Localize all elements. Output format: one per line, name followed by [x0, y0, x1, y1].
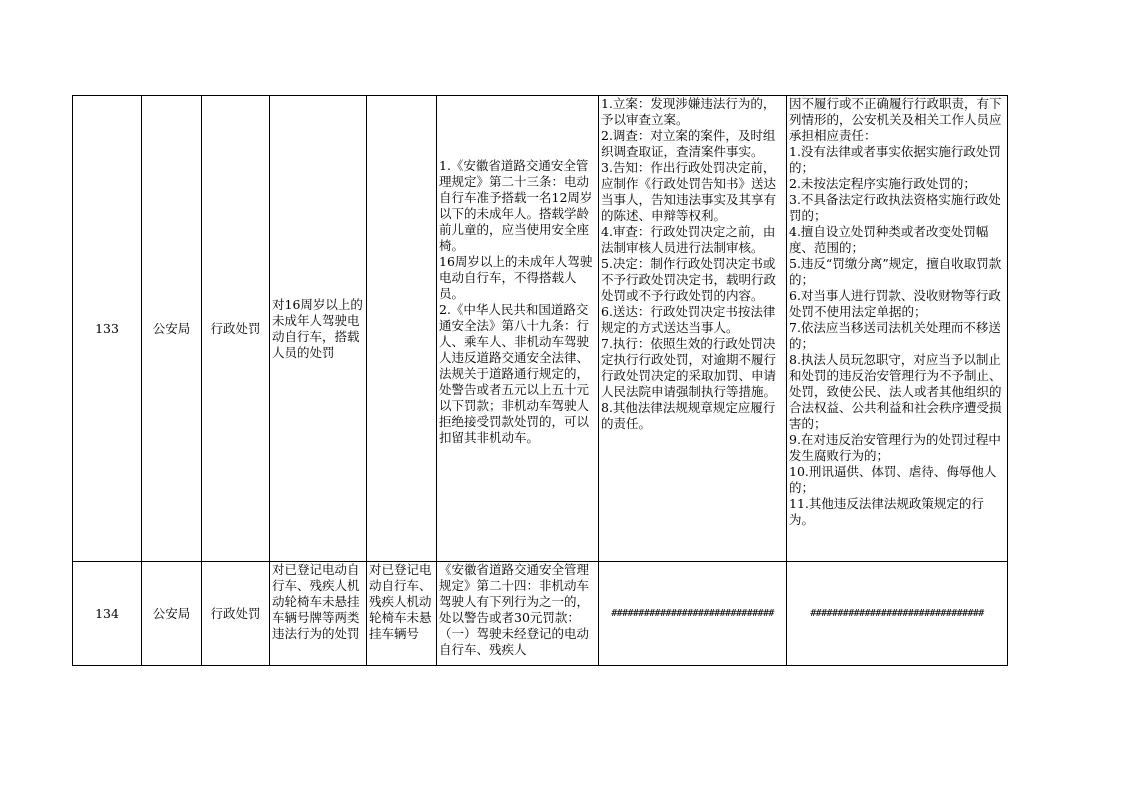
legal-basis-cell: 1.《安徽省道路交通安全管理规定》第二十三条：电动自行车准予搭载一名12周岁以下的未成年人。搭载学龄前儿童的，应当使用安全座椅。 16周岁以上的未成年人驾驶电动自行车，不得搭载人员。 2.《中华人民共和国道路交通安全法》第八十九条：行人、乘车人、非机动车驾驶人违反道路交通安全法律、法规关于道路通行规定的，处警告或者五元以上五十元以下罚款；非机动车驾驶人拒绝接受罚款处罚的，可以扣留其非机动车。: [437, 96, 599, 562]
liability-cell: 因不履行或不正确履行行政职责，有下列情形的，公安机关及相关工作人员应承担相应责任： 1.没有法律或者事实依据实施行政处罚的； 2.未按法定程序实施行政处罚的； 3.不具备法定行政执法资格实施行政处罚的； 4.擅自设立处罚种类或者改变处罚幅度、范围的； 5.违反“罚缴分离”规定，擅自收取罚款的； 6.对当事人进行罚款、没收财物等行政处罚不使用法定单据的； 7.依法应当移送司法机关处理而不移送的； 8.执法人员玩忽职守，对应当予以制止和处罚的违反治安管理行为不予制止、处罚，致使公民、法人或者其他组织的合法权益、公共利益和社会秩序遭受损害的； 9.在对违反治安管理行为的处罚过程中发生腐败行为的； 10.刑讯逼供、体罚、虐待、侮辱他人的； 11.其他违反法律法规政策规定的行为。: [787, 96, 1008, 562]
department-cell: 公安局: [142, 96, 202, 562]
subitem-cell: 对已登记电动自行车、残疾人机动轮椅车未悬挂车辆号: [367, 562, 437, 666]
process-cell: ##############################: [599, 562, 787, 666]
department-cell: 公安局: [142, 562, 202, 666]
responsibility-table: [72, 95, 1008, 666]
item-cell: 对已登记电动自行车、残疾人机动轮椅车未悬挂车辆号牌等两类违法行为的处罚: [270, 562, 367, 666]
row-index: 133: [73, 96, 142, 562]
category-cell: 行政处罚: [202, 96, 270, 562]
legal-basis-cell: 《安徽省道路交通安全管理规定》第二十四：非机动车驾驶人有下列行为之一的，处以警告或者30元罚款：（一）驾驶未经登记的电动自行车、残疾人: [437, 562, 599, 666]
liability-cell: ################################: [787, 562, 1008, 666]
row-index: 134: [73, 562, 142, 666]
table-row: [73, 96, 1008, 562]
process-cell: 1.立案：发现涉嫌违法行为的，予以审查立案。 2.调查：对立案的案件，及时组织调查取证，查清案件事实。 3.告知：作出行政处罚决定前，应制作《行政处罚告知书》送达当事人，告知违法事实及其享有的陈述、申辩等权利。 4.审查：行政处罚决定之前，由法制审核人员进行法制审核。 5.决定：制作行政处罚决定书或不予行政处罚决定书，载明行政处罚或不予行政处罚的内容。 6.送达：行政处罚决定书按法律规定的方式送达当事人。 7.执行：依照生效的行政处罚决定执行行政处罚，对逾期不履行行政处罚决定的采取加罚、申请人民法院申请强制执行等措施。 8.其他法律法规规章规定应履行的责任。: [599, 96, 787, 562]
category-cell: 行政处罚: [202, 562, 270, 666]
table-row: [73, 562, 1008, 666]
item-cell: 对16周岁以上的未成年人驾驶电动自行车，搭载人员的处罚: [270, 96, 367, 562]
subitem-cell: [367, 96, 437, 562]
